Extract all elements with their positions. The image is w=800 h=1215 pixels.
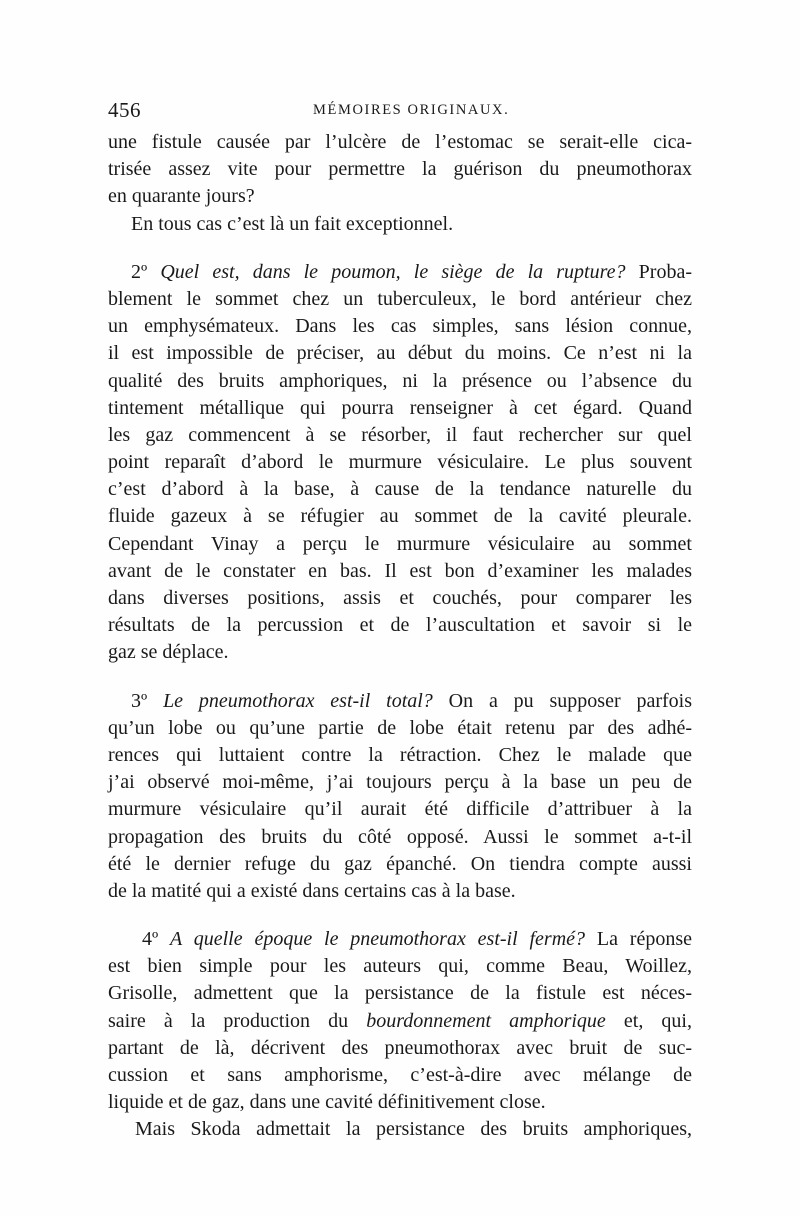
text-run: et, qui,	[605, 1009, 692, 1032]
text-line: Mais Skoda admettait la persistance des bruits amphoriques,	[135, 1118, 692, 1141]
text-line: c’est d’abord à la base, à cause de la tendance naturelle du	[108, 478, 692, 501]
paragraph	[108, 129, 692, 211]
text-line: propagation des bruits du côté opposé. Aussi le sommet a-t-il	[108, 825, 692, 848]
italic-question: Quel est, dans le poumon, le siège de la rupture?	[160, 260, 626, 283]
text-run: On a pu supposer parfois	[432, 689, 693, 712]
italic-question: A quelle époque le pneumothorax est-il fermé?	[170, 928, 586, 951]
text-line: rences qui luttaient contre la rétraction. Chez le malade que	[108, 743, 692, 766]
text-line: qu’un lobe ou qu’une partie de lobe était retenu par des adhé-	[108, 716, 692, 739]
text-run: Proba-	[625, 260, 692, 283]
paragraph	[108, 259, 692, 667]
running-head: MÉMOIRES ORIGINAUX.	[313, 102, 510, 118]
text-line: de la matité qui a existé dans certains cas à la base.	[108, 879, 516, 902]
text-line: murmure vésiculaire qu’il aurait été difficile d’attribuer à la	[108, 798, 692, 821]
text-line: été le dernier refuge du gaz épanché. On tiendra compte aussi	[108, 852, 692, 875]
text-line: est bien simple pour les auteurs qui, comme Beau, Woillez,	[108, 955, 692, 978]
text-line: un emphysémateux. Dans les cas simples, sans lésion connue,	[108, 315, 692, 338]
text-line: trisée assez vite pour permettre la guérison du pneumothorax	[108, 158, 692, 181]
italic-term: bourdonnement amphorique	[366, 1009, 606, 1032]
text-line: blement le sommet chez un tuberculeux, le bord antérieur chez	[108, 287, 692, 310]
paragraph	[108, 1116, 692, 1143]
page-header	[108, 98, 690, 128]
text-line: il est impossible de préciser, au début du moins. Ce n’est ni la	[108, 342, 692, 365]
text-line: les gaz commencent à se résorber, il faut rechercher sur quel	[108, 423, 692, 446]
text-line: une fistule causée par l’ulcère de l’estomac se serait-elle cica-	[108, 131, 692, 153]
page-number: 456	[108, 98, 141, 122]
paragraph	[108, 926, 692, 1116]
text-line: liquide et de gaz, dans une cavité définitivement close.	[108, 1091, 546, 1114]
text-line: tintement métallique qui pourra renseigner à cet égard. Quand	[108, 396, 692, 419]
text-line: point reparaît d’abord le murmure vésiculaire. Le plus souvent	[108, 451, 692, 474]
text-line	[108, 1008, 692, 1035]
body-text	[108, 129, 692, 1144]
paragraph-gap	[108, 238, 692, 259]
text-line: partant de là, décrivent des pneumothorax avec bruit de suc-	[108, 1036, 692, 1059]
paragraph	[108, 688, 692, 906]
text-line: Grisolle, admettent que la persistance de la fistule est néces-	[108, 982, 692, 1005]
text-line: j’ai observé moi-même, j’ai toujours perçu à la base un peu de	[108, 771, 692, 794]
text-line: cussion et sans amphorisme, c’est-à-dire avec mélange de	[108, 1064, 692, 1086]
text-line: Cependant Vinay a perçu le murmure vésiculaire au sommet	[108, 532, 692, 555]
text-line: qualité des bruits amphoriques, ni la présence ou l’absence du	[108, 369, 692, 392]
italic-question: Le pneumothorax est-il total?	[163, 689, 433, 712]
item-number: 2º	[131, 260, 161, 283]
text-line: En tous cas c’est là un fait exceptionnel.	[131, 212, 454, 235]
paragraph	[108, 211, 692, 238]
item-number: 4º	[142, 928, 171, 951]
paragraph-gap	[108, 905, 692, 926]
text-line: gaz se déplace.	[108, 641, 229, 664]
text-line	[108, 688, 692, 715]
text-line: dans diverses positions, assis et couchés, pour comparer les	[108, 587, 692, 609]
text-line	[108, 926, 692, 953]
text-run: La réponse	[585, 928, 693, 951]
text-line	[108, 259, 692, 286]
text-run: saire à la production du	[108, 1009, 367, 1032]
text-line: avant de le constater en bas. Il est bon d’examiner les malades	[108, 559, 692, 582]
text-line: fluide gazeux à se réfugier au sommet de la cavité pleurale.	[108, 505, 692, 528]
text-line: en quarante jours?	[108, 185, 255, 208]
text-line: résultats de la percussion et de l’auscultation et savoir si le	[108, 614, 692, 637]
paragraph-gap	[108, 667, 692, 688]
item-number: 3º	[131, 689, 164, 712]
